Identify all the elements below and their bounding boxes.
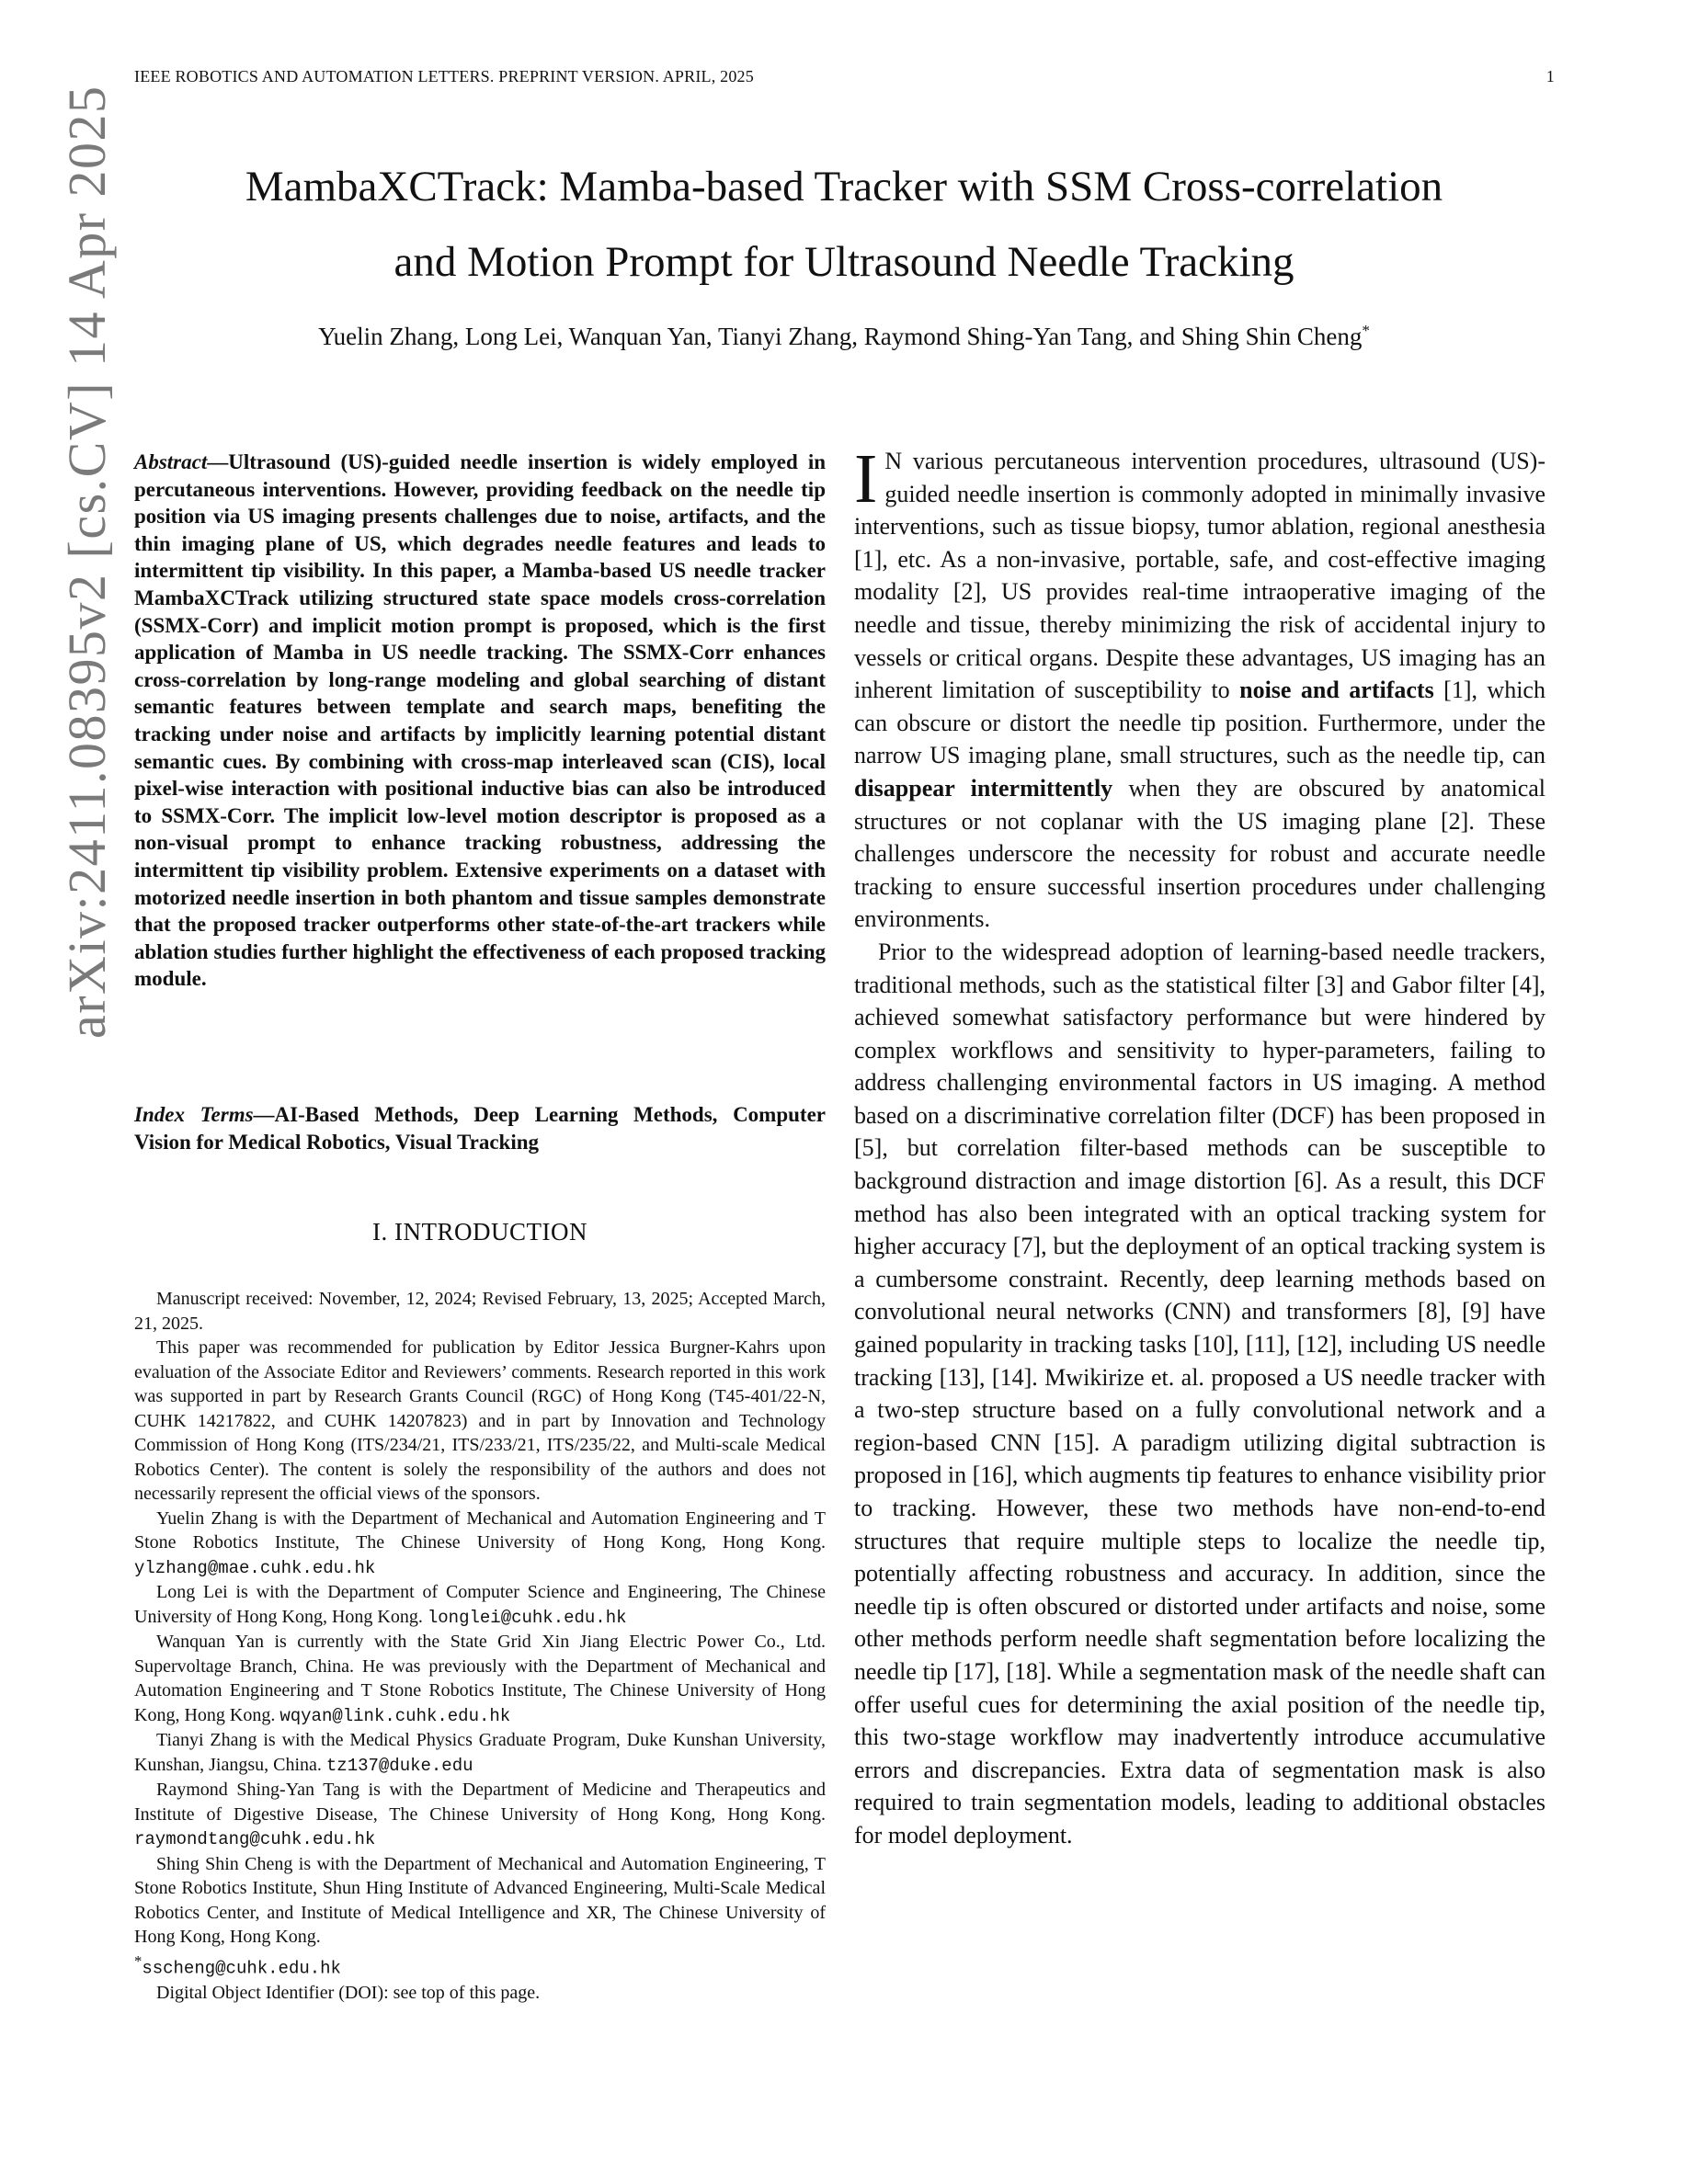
email-link[interactable]: tz137@duke.edu [325,1755,473,1776]
email-link[interactable]: ylzhang@mae.cuhk.edu.hk [134,1557,376,1578]
intro-p1-part-c: when they are obscured by anatomical structures or not coplanar with the US imaging plane [2]. These challenges underscore the necessity for robust and accurate needle tracking to ensure successful insertion procedures under challenging environments. [854,774,1545,933]
author-list [92,313,1596,355]
journal-name: IEEE ROBOTICS AND AUTOMATION LETTERS. PREPRINT VERSION. APRIL, 2025 [134,67,754,85]
introduction-body [854,440,1545,1852]
abstract-lead: Abstract [134,450,208,473]
corresponding-mark: * [1362,322,1370,339]
footnote-author-tang [134,1778,826,1852]
email-link[interactable]: longlei@cuhk.edu.hk [427,1607,627,1628]
section-heading: I. INTRODUCTION [372,1218,587,1246]
index-terms-text: —AI-Based Methods, Deep Learning Methods, Computer Vision for Medical Robotics, Visual Tracking [134,1103,826,1154]
footnote-manuscript: Manuscript received: November, 12, 2024; Revised February, 13, 2025; Accepted March, 21, 2025. [134,1289,826,1334]
abstract [134,449,826,993]
footnote-author-yan [134,1630,826,1728]
email-link[interactable]: sscheng@cuhk.edu.hk [142,1958,341,1979]
author-names: Yuelin Zhang, Long Lei, Wanquan Yan, Tianyi Zhang, Raymond Shing-Yan Tang, and Shing Shin Cheng [318,323,1363,350]
title-line-2: and Motion Prompt for Ultrasound Needle Tracking [393,238,1295,286]
email-link[interactable]: raymondtang@cuhk.edu.hk [134,1829,376,1849]
index-terms-lead: Index Terms [134,1103,254,1126]
intro-paragraph-1 [854,440,1545,936]
affiliation-text: Tianyi Zhang is with the Medical Physics Graduate Program, Duke Kunshan University, Kunshan, Jiangsu, China. [134,1730,826,1775]
footnote-author-zhang [134,1507,826,1581]
affiliation-text: Long Lei is with the Department of Computer Science and Engineering, The Chinese University of Hong Kong, Hong Kong. [134,1582,826,1627]
title-line-1: MambaXCTrack: Mamba-based Tracker with SSM Cross-correlation [245,163,1443,210]
abstract-text: —Ultrasound (US)-guided needle insertion is widely employed in percutaneous interventions. However, providing feedback on the needle tip position via US imaging presents challenges due to noise, artifacts, and the thin imaging plane of US, which degrades needle features and leads to intermittent tip visibility. In this paper, a Mamba-based US needle tracker MambaXCTrack utilizing structured state space models cross-correlation (SSMX-Corr) and implicit motion prompt is proposed, which is the first application of Mamba in US needle tracking. The SSMX-Corr enhances cross-correlation by long-range modeling and global searching of distant semantic features between template and search maps, benefiting the tracking under noise and artifacts by implicitly learning potential distant semantic cues. By combining with cross-map interleaved scan (CIS), local pixel-wise interaction with positional inductive bias can also be introduced to SSMX-Corr. The implicit low-level motion descriptor is proposed as a non-visual prompt to enhance tracking robustness, addressing the intermittent tip visibility problem. Extensive experiments on a dataset with motorized needle insertion in both phantom and tissue samples demonstrate that the proposed tracker outperforms other state-of-the-art trackers while ablation studies further highlight the effectiveness of each proposed tracking module. [134,450,826,991]
footnote-author-lei [134,1580,826,1630]
arxiv-stamp: arXiv:2411.08395v2 [cs.CV] 14 Apr 2025 [57,85,117,1039]
intro-paragraph-2: Prior to the widespread adoption of learning-based needle trackers, traditional methods, such as the statistical filter [3] and Gabor filter [4], achieved somewhat satisfactory performance but were hindered by complex workflows and sensitivity to hyper-parameters, failing to address challenging environmental factors in US imaging. A method based on a discriminative correlation filter (DCF) has been proposed in [5], but correlation filter-based methods can be susceptible to background distraction and image distortion [6]. As a result, this DCF method has also been integrated with an optical tracking system for higher accuracy [7], but the deployment of an optical tracking system is a cumbersome constraint. Recently, deep learning methods based on convolutional neural networks (CNN) and transformers [8], [9] have gained popularity in tracking tasks [10], [11], [12], including US needle tracking [13], [14]. Mwikirize et. al. proposed a US needle tracker with a two-step structure based on a fully convolutional network and a region-based CNN [15]. A paradigm utilizing digital subtraction is proposed in [16], which augments tip features to enhance visibility prior to tracking. However, these two methods have non-end-to-end structures that require multiple steps to localize the needle tip, potentially affecting robustness and accuracy. In addition, since the needle tip is often obscured or distorted under artifacts and noise, some other methods perform needle shaft segmentation before localizing the needle tip [17], [18]. While a segmentation mask of the needle shaft can offer useful cues for determining the axial position of the needle tip, this two-stage workflow may inadvertently introduce accumulative errors and discrepancies. Extra data of segmentation mask is also required to train segmentation models, leading to additional obstacles for model deployment. [854,938,1545,1848]
affiliation-text: Yuelin Zhang is with the Department of Mechanical and Automation Engineering and T Stone Robotics Institute, The Chinese University of Hong Kong, Hong Kong. [134,1507,826,1553]
affiliation-text: Raymond Shing-Yan Tang is with the Department of Medicine and Therapeutics and Institute of Digestive Disease, The Chinese University of Hong Kong, Hong Kong. [134,1780,826,1825]
page-number: 1 [1545,67,1555,85]
intro-p1-bold-1: noise and artifacts [1239,677,1434,704]
footnote-author-cheng [134,1852,826,1981]
drop-cap: I [854,440,878,518]
intro-p1-bold-2: disappear intermittently [854,774,1113,802]
footnote-author-tzhang [134,1728,826,1778]
affiliation-text: Wanquan Yan is currently with the State Grid Xin Jiang Electric Power Co., Ltd. Supervoltage Branch, China. He was previously with the Department of Mechanical and Automation Engineering and T Stone Robotics Institute, The Chinese University of Hong Kong, Hong Kong. [134,1632,826,1725]
email-link[interactable]: wqyan@link.cuhk.edu.hk [279,1705,511,1726]
footnotes [134,1287,826,2005]
intro-p1-part-a: N various percutaneous intervention procedures, ultrasound (US)-guided needle insertion is commonly adopted in minimally invasive interventions, such as tissue biopsy, tumor ablation, regional anesthesia [1], etc. As a non-invasive, portable, safe, and cost-effective imaging modality [2], US provides real-time intraoperative imaging of the needle and tissue, thereby minimizing the risk of accidental injury to vessels or critical organs. Despite these advantages, US imaging has an inherent limitation of susceptibility to [854,448,1545,704]
paper-title [92,149,1596,300]
running-header [134,67,1555,95]
footnote-doi: Digital Object Identifier (DOI): see top of this page. [156,1982,541,2003]
index-terms [134,1101,826,1155]
intro-p1-part-b: [1], which can obscure or distort the needle tip position. Furthermore, under the narrow US imaging plane, small structures, such as the needle tip, can [854,677,1545,769]
affiliation-text: Shing Shin Cheng is with the Department of Mechanical and Automation Engineering, T Stone Robotics Institute, Shun Hing Institute of Advanced Engineering, Multi-Scale Medical Robotics Center, and Institute of Medical Intelligence and XR, The Chinese University of Hong Kong, Hong Kong. [134,1853,826,1947]
corresponding-mark: * [134,1951,143,1970]
footnote-recommended: This paper was recommended for publication by Editor Jessica Burgner-Kahrs upon evaluation of the Associate Editor and Reviewers’ comments. Research reported in this work was supported in part by Research Grants Council (RGC) of Hong Kong (T45-401/22-N, CUHK 14217822, and CUHK 14207823) and in part by Innovation and Technology Commission of Hong Kong (ITS/234/21, ITS/233/21, ITS/235/22, and Multi-scale Medical Robotics Center). The content is solely the responsibility of the authors and does not necessarily represent the official views of the sponsors. [134,1337,826,1504]
